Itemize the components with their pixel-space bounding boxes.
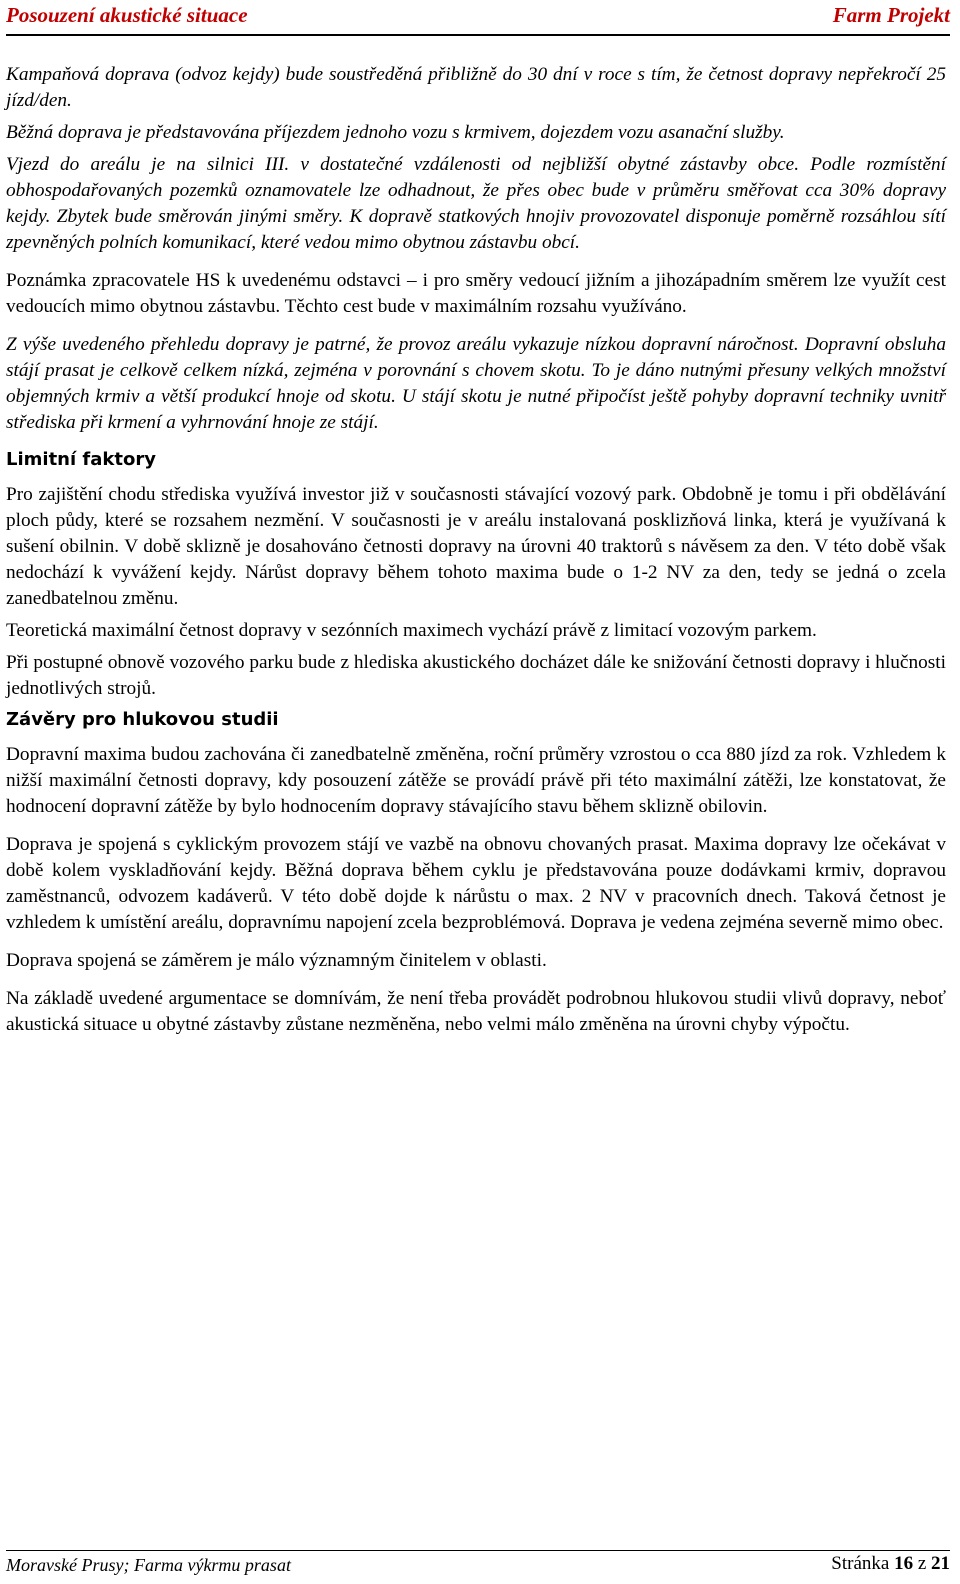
paragraph-limits-3: Při postupné obnově vozového parku bude z hlediska akustického docházet dále ke snižování četnosti dopravy i hlučnosti jednotlivých strojů.	[6, 652, 946, 699]
footer-project-name: Moravské Prusy; Farma výkrmu prasat	[6, 1555, 291, 1575]
paragraph-overview: Z výše uvedeného přehledu dopravy je patrné, že provoz areálu vykazuje nízkou dopravní náročnost. Dopravní obsluha stájí prasat je celkově celkem nízká, zejména v porovnání s chovem skotu. To je dáno nutnými přesuny velkých množství objemných krmiv a větší produkcí hnoje od skotu. U stájí skotu je nutné připočíst ještě pohyby dopravní techniky uvnitř střediska při krmení a vyhrnování hnoje ze stájí.	[6, 334, 946, 433]
paragraph-entrance: Vjezd do areálu je na silnici III. v dostatečné vzdálenosti od nejbližší obytné zástavby obce. Podle rozmístění obhospodařovaných pozemků oznamovatele lze odhadnout, že přes obec bude v průměru směřovat cca 30% dopravy kejdy. Zbytek bude směrován jinými směry. K dopravě statkových hnojiv provozovatel disponuje poměrně rozsáhlou sítí zpevněných polních komunikací, které vedou mimo obytnou zástavbu obcí.	[6, 154, 946, 253]
paragraph-campaign-transport: Kampaňová doprava (odvoz kejdy) bude soustředěná přibližně do 30 dní v roce s tím, že četnost dopravy nepřekročí 25 jízd/den.	[6, 64, 946, 111]
header-company: Farm Projekt	[832, 3, 950, 27]
paragraph-conclusions-3: Doprava spojená se záměrem je málo významným činitelem v oblasti.	[6, 950, 547, 971]
paragraph-conclusions-4: Na základě uvedené argumentace se domnívám, že není třeba provádět podrobnou hlukovou studii vlivů dopravy, neboť akustická situace u obytné zástavby zůstane nezměněna, nebo velmi málo změněna na úrovni chyby výpočtu.	[6, 988, 946, 1035]
page-number	[831, 1553, 950, 1575]
paragraph-limits-2: Teoretická maximální četnost dopravy v sezónních maximech vychází právě z limitací vozovým parkem.	[6, 620, 817, 641]
section-heading-conclusions: Závěry pro hlukovou studii	[6, 709, 279, 730]
page-footer	[6, 1550, 950, 1581]
document-body	[6, 62, 946, 1050]
paragraph-regular-transport: Běžná doprava je představována příjezdem jednoho vozu s krmivem, dojezdem vozu asanační služby.	[6, 122, 785, 143]
page-total: 21	[931, 1553, 950, 1574]
paragraph-conclusions-1: Dopravní maxima budou zachována či zanedbatelně změněna, roční průměry vzrostou o cca 880 jízd za rok. Vzhledem k nižší maximální četnosti dopravy, kdy posouzení zátěže se provádí právě při této maximální zátěži, lze konstatovat, že hodnocení dopravní zátěže by bylo hodnocením dopravy stávajícího stavu během sklizně obilovin.	[6, 744, 946, 817]
page-current: 16	[894, 1553, 914, 1574]
header-title: Posouzení akustické situace	[6, 3, 248, 27]
page-separator: z	[917, 1553, 927, 1574]
page-label: Stránka	[831, 1553, 890, 1574]
paragraph-limits-1: Pro zajištění chodu střediska využívá investor již v současnosti stávající vozový park. Obdobně je tomu i při obdělávání ploch půdy, které se rozsahem nezmění. V současnosti je v areálu instalovaná posklizňová linka, která je využívaná k sušení obilnin. V době sklizně je dosahováno četnosti dopravy na úrovni 40 traktorů s návěsem za den. V této době však nedochází k vyvážení kejdy. Nárůst dopravy během tohoto maxima bude o 1-2 NV za den, tedy se jedná o zcela zanedbatelnou změnu.	[6, 484, 946, 609]
page-header	[6, 0, 950, 36]
paragraph-conclusions-2: Doprava je spojená s cyklickým provozem stájí ve vazbě na obnovu chovaných prasat. Maxima dopravy lze očekávat v době kolem vyskladňování kejdy. Běžná doprava během cyklu je představována pouze dodávkami krmiv, dopravou zaměstnanců, odvozem kadáverů. V této době dojde k nárůstu o max. 2 NV v pracovních dnech. Taková četnost je vzhledem k umístění areálu, dopravnímu napojení zcela bezproblémová. Doprava je vedena zejména severně mimo obec.	[6, 834, 946, 933]
section-heading-limits: Limitní faktory	[6, 449, 156, 470]
paragraph-processor-note: Poznámka zpracovatele HS k uvedenému odstavci – i pro směry vedoucí jižním a jihozápadním směrem lze využít cest vedoucích mimo obytnou zástavbu. Těchto cest bude v maximálním rozsahu využíváno.	[6, 270, 946, 317]
